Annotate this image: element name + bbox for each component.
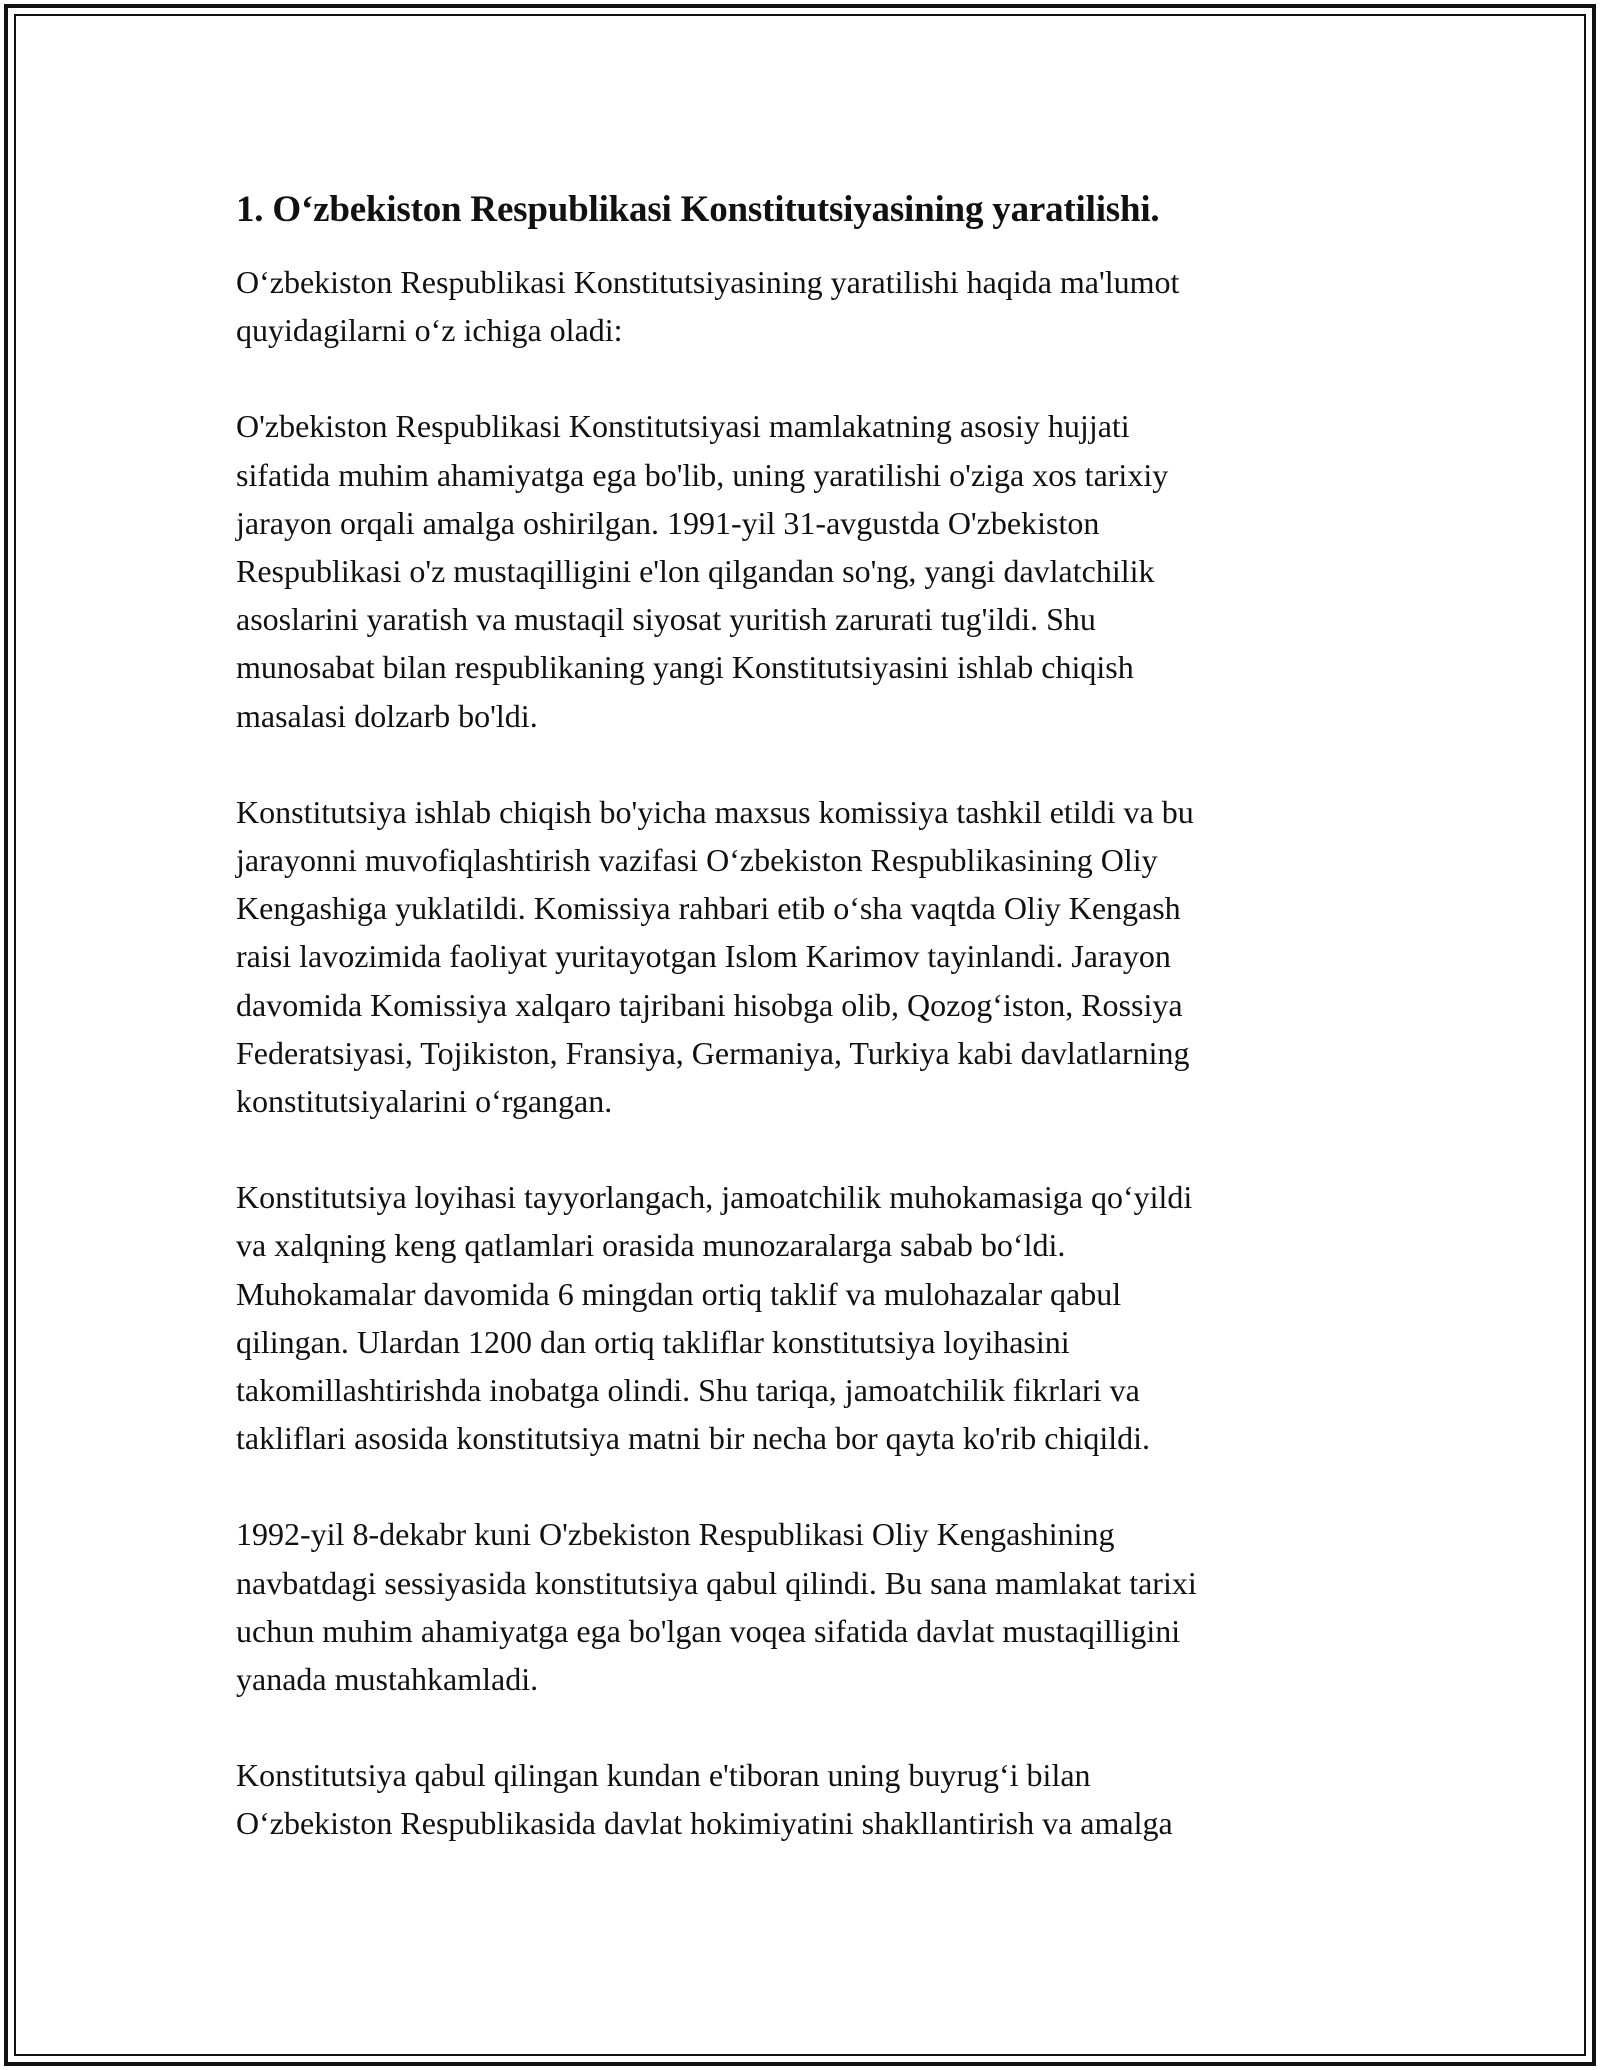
text-line: munosabat bilan respublikaning yangi Konstitutsiyasini ishlab chiqish	[236, 649, 1134, 686]
text-line: navbatdagi sessiyasida konstitutsiya qabul qilindi. Bu sana mamlakat tarixi	[236, 1564, 1197, 1601]
paragraph-state-power	[236, 1751, 1356, 1847]
text-line: Konstitutsiya loyihasi tayyorlangach, jamoatchilik muhokamasiga qo‘yildi	[236, 1179, 1193, 1216]
paragraph-constitution-origin	[236, 402, 1356, 739]
text-line: uchun muhim ahamiyatga ega bo'lgan voqea sifatida davlat mustaqilligini	[236, 1612, 1181, 1649]
text-line: qilingan. Ulardan 1200 dan ortiq takliflar konstitutsiya loyihasini	[236, 1323, 1070, 1360]
text-line: Respublikasi o'z mustaqilligini e'lon qilgandan so'ng, yangi davlatchilik	[236, 553, 1155, 590]
section-heading: 1. O‘zbekiston Respublikasi Konstitutsiyasining yaratilishi.	[236, 189, 1160, 230]
text-line: raisi lavozimida faoliyat yuritayotgan Islom Karimov tayinlandi. Jarayon	[236, 938, 1171, 975]
text-line: konstitutsiyalarini o‘rgangan.	[236, 1083, 613, 1120]
text-line: va xalqning keng qatlamlari orasida munozaralarga sabab bo‘ldi.	[236, 1227, 1066, 1264]
text-line: 1992-yil 8-dekabr kuni O'zbekiston Respublikasi Oliy Kengashining	[236, 1516, 1115, 1553]
text-line: jarayon orqali amalga oshirilgan. 1991-yil 31-avgustda O'zbekiston	[236, 504, 1100, 541]
text-line: Muhokamalar davomida 6 mingdan ortiq taklif va mulohazalar qabul	[236, 1275, 1122, 1312]
text-line: O'zbekiston Respublikasi Konstitutsiyasi mamlakatning asosiy hujjati	[236, 408, 1130, 445]
text-line: yanada mustahkamladi.	[236, 1661, 539, 1698]
text-line: Federatsiyasi, Tojikiston, Fransiya, Germaniya, Turkiya kabi davlatlarning	[236, 1034, 1190, 1071]
document-body	[236, 188, 1356, 1848]
text-line: asoslarini yaratish va mustaqil siyosat yuritish zarurati tug'ildi. Shu	[236, 601, 1096, 638]
text-line: Kengashiga yuklatildi. Komissiya rahbari etib o‘sha vaqtda Oliy Kengash	[236, 890, 1181, 927]
text-line: jarayonni muvofiqlashtirish vazifasi O‘zbekiston Respublikasining Oliy	[236, 842, 1158, 879]
text-line: O‘zbekiston Respublikasida davlat hokimiyatini shakllantirish va amalga	[236, 1805, 1173, 1842]
paragraph-intro	[236, 258, 1356, 354]
text-line: Konstitutsiya qabul qilingan kundan e'tiboran uning buyrug‘i bilan	[236, 1757, 1091, 1794]
text-line: sifatida muhim ahamiyatga ega bo'lib, uning yaratilishi o'ziga xos tarixiy	[236, 456, 1169, 493]
text-line: takliflari asosida konstitutsiya matni bir necha bor qayta ko'rib chiqildi.	[236, 1420, 1150, 1457]
paragraph-adoption	[236, 1510, 1356, 1703]
text-line: masalasi dolzarb bo'ldi.	[236, 697, 538, 734]
text-line: quyidagilarni o‘z ichiga oladi:	[236, 312, 623, 349]
text-line: Konstitutsiya ishlab chiqish bo'yicha maxsus komissiya tashkil etildi va bu	[236, 793, 1194, 830]
paragraph-public-discussion	[236, 1173, 1356, 1462]
paragraph-commission	[236, 788, 1356, 1125]
text-line: davomida Komissiya xalqaro tajribani hisobga olib, Qozog‘iston, Rossiya	[236, 986, 1183, 1023]
text-line: O‘zbekiston Respublikasi Konstitutsiyasining yaratilishi haqida ma'lumot	[236, 264, 1180, 300]
text-line: takomillashtirishda inobatga olindi. Shu tariqa, jamoatchilik fikrlari va	[236, 1372, 1140, 1409]
